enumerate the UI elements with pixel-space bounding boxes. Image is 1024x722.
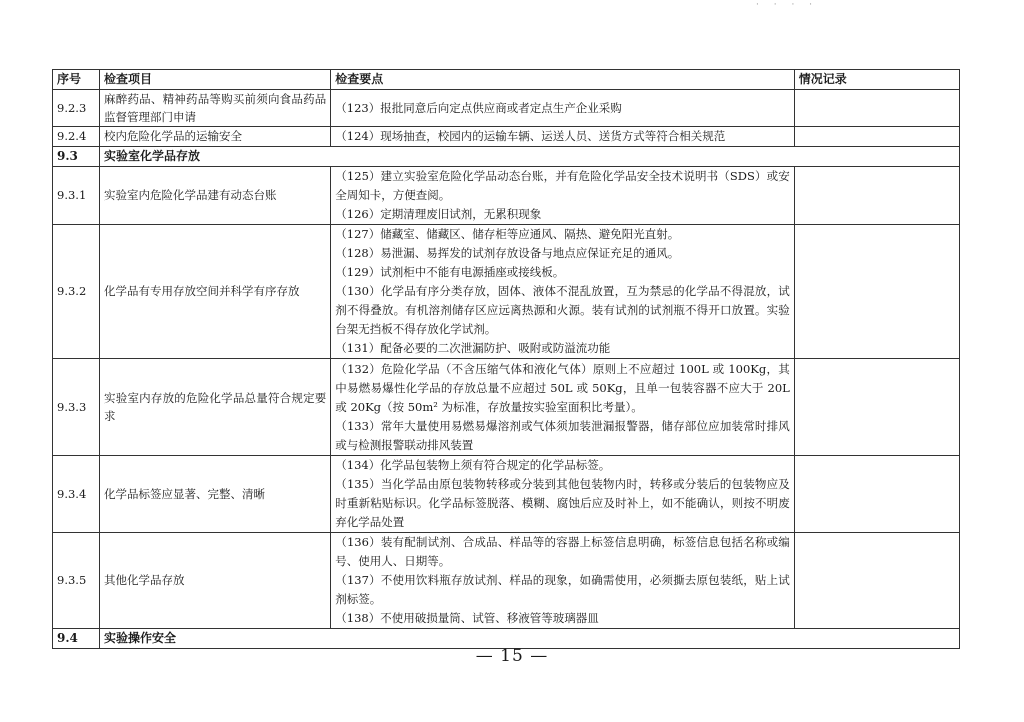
page-number: — 15 — bbox=[475, 646, 549, 666]
section-row bbox=[53, 147, 960, 167]
row-number: 9.3.2 bbox=[53, 225, 100, 359]
row-points bbox=[331, 533, 795, 629]
row-item: 化学品有专用存放空间并科学有序存放 bbox=[100, 225, 331, 359]
row-record-cell[interactable] bbox=[794, 225, 959, 359]
row-item: 麻醉药品、精神药品等购买前须向食品药品监督管理部门申请 bbox=[100, 90, 331, 127]
row-points bbox=[331, 90, 795, 127]
check-point: （129）试剂柜中不能有电源插座或接线板。 bbox=[335, 265, 565, 279]
header-item: 检查项目 bbox=[100, 70, 331, 90]
check-point: （133）常年大量使用易燃易爆溶剂或气体须加装泄漏报警器，储存部位应加装常时排风或与检测报警联动排风装置 bbox=[335, 418, 790, 452]
row-item: 化学品标签应显著、完整、清晰 bbox=[100, 456, 331, 533]
table-row bbox=[53, 359, 960, 456]
check-point: （127）储藏室、储藏区、储存柜等应通风、隔热、避免阳光直射。 bbox=[335, 227, 680, 241]
header-no: 序号 bbox=[53, 70, 100, 90]
table-row bbox=[53, 533, 960, 629]
row-record-cell[interactable] bbox=[794, 127, 959, 147]
check-point: （123）报批同意后向定点供应商或者定点生产企业采购 bbox=[335, 100, 622, 115]
check-point: （126）定期清理废旧试剂，无累积现象 bbox=[335, 207, 542, 221]
row-record-cell[interactable] bbox=[794, 533, 959, 629]
header-record: 情况记录 bbox=[794, 70, 959, 90]
row-number: 9.2.4 bbox=[53, 127, 100, 147]
section-number: 9.3 bbox=[53, 147, 100, 167]
row-record-cell[interactable] bbox=[794, 456, 959, 533]
table-row bbox=[53, 225, 960, 359]
scan-marks: · · · · bbox=[756, 0, 819, 10]
row-record-cell[interactable] bbox=[794, 167, 959, 225]
check-point: （130）化学品有序分类存放，固体、液体不混乱放置，互为禁忌的化学品不得混放，试剂不得叠放。有机溶剂储存区应远离热源和火源。装有试剂的试剂瓶不得开口放置。实验台架无挡板不得存放化学试剂。 bbox=[335, 284, 790, 336]
table-row bbox=[53, 90, 960, 127]
table-row bbox=[53, 456, 960, 533]
table-row bbox=[53, 167, 960, 225]
row-record-cell[interactable] bbox=[794, 90, 959, 127]
row-number: 9.3.1 bbox=[53, 167, 100, 225]
header-points: 检查要点 bbox=[331, 70, 795, 90]
inspection-checklist-table bbox=[52, 69, 960, 649]
check-point: （125）建立实验室危险化学品动态台账，并有危险化学品安全技术说明书（SDS）或安全周知卡，方便查阅。 bbox=[335, 169, 790, 202]
section-number: 9.4 bbox=[53, 629, 100, 649]
row-number: 9.2.3 bbox=[53, 90, 100, 127]
row-number: 9.3.5 bbox=[53, 533, 100, 629]
row-item: 实验室内危险化学品建有动态台账 bbox=[100, 167, 331, 225]
row-number: 9.3.4 bbox=[53, 456, 100, 533]
check-point: （134）化学品包装物上须有符合规定的化学品标签。 bbox=[335, 458, 611, 472]
section-title: 实验室化学品存放 bbox=[100, 147, 960, 167]
row-points bbox=[331, 225, 795, 359]
row-points bbox=[331, 456, 795, 533]
row-number: 9.3.3 bbox=[53, 359, 100, 456]
section-title: 实验操作安全 bbox=[100, 629, 960, 649]
row-points bbox=[331, 127, 795, 147]
row-points bbox=[331, 359, 795, 456]
table-row bbox=[53, 127, 960, 147]
table-header-row bbox=[53, 70, 960, 90]
check-point: （136）装有配制试剂、合成品、样品等的容器上标签信息明确，标签信息包括名称或编号、使用人、日期等。 bbox=[335, 535, 790, 568]
check-point: （131）配备必要的二次泄漏防护、吸附或防溢流功能 bbox=[335, 341, 611, 355]
check-point: （132）危险化学品（不含压缩气体和液化气体）原则上不应超过 100L 或 100Kg，其中易燃易爆性化学品的存放总量不应超过 50L 或 50Kg，且单一包装容器不应大于 20L 或 20Kg（按 50m² 为标准，存放量按实验室面积比考量）。 bbox=[335, 361, 790, 414]
check-point: （135）当化学品由原包装物转移或分装到其他包装物内时，转移或分装后的包装物应及时重新粘贴标识。化学品标签脱落、模糊、腐蚀后应及时补上，如不能确认，则按不明废弃化学品处置 bbox=[335, 477, 790, 529]
row-item: 实验室内存放的危险化学品总量符合规定要求 bbox=[100, 359, 331, 456]
row-item: 其他化学品存放 bbox=[100, 533, 331, 629]
row-record-cell[interactable] bbox=[794, 359, 959, 456]
row-item: 校内危险化学品的运输安全 bbox=[100, 127, 331, 147]
check-point: （128）易泄漏、易挥发的试剂存放设备与地点应保证充足的通风。 bbox=[335, 246, 680, 260]
row-points bbox=[331, 167, 795, 225]
check-point: （138）不使用破损量筒、试管、移液管等玻璃器皿 bbox=[335, 611, 599, 625]
check-point: （137）不使用饮料瓶存放试剂、样品的现象，如确需使用，必须撕去原包装纸，贴上试剂标签。 bbox=[335, 573, 790, 606]
check-point: （124）现场抽查，校园内的运输车辆、运送人员、送货方式等符合相关规范 bbox=[335, 129, 726, 143]
